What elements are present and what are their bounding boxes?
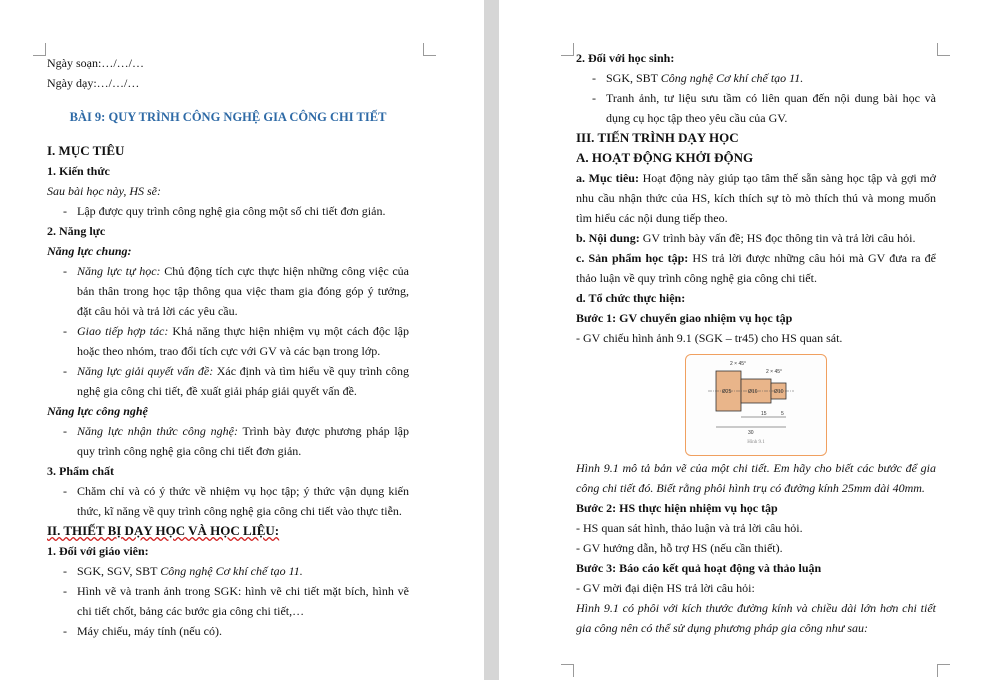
- teacher-item-images: - Hình vẽ và tranh ảnh trong SGK: hình vẽ chi tiết mặt bích, hình vẽ chi tiết chốt, bảng các bước gia công chi tiết,…: [47, 581, 409, 621]
- student-books-prefix: SGK, SBT: [606, 71, 661, 85]
- problem-solving-item: [47, 361, 409, 401]
- step3-line-1: - GV mời đại diện HS trả lời câu hỏi:: [576, 581, 755, 595]
- organization-label: d. Tổ chức thực hiện:: [576, 291, 686, 305]
- content-paragraph: [576, 228, 936, 248]
- tech-cognition-text: Trình bày được phương pháp lập quy trình công nghệ gia công chi tiết đơn giản.: [77, 424, 410, 458]
- content-label: b. Nội dung:: [576, 231, 640, 245]
- step2-line-1: - HS quan sát hình, thảo luận và trả lời câu hỏi.: [576, 521, 803, 535]
- step3-answer: Hình 9.1 có phôi với kích thước đường kính và chiều dài lớn hơn chi tiết gia công nên có thể sử dụng phương pháp gia công như sau:: [576, 601, 936, 635]
- dim-chamfer-right: 2 × 45°: [766, 369, 783, 375]
- tech-cognition-item: [47, 421, 409, 461]
- teacher-item-devices: - Máy chiếu, máy tính (nếu có).: [47, 621, 409, 641]
- knowledge-item: - Lập được quy trình công nghệ gia công một số chi tiết đơn giản.: [47, 201, 409, 221]
- product-paragraph: [576, 248, 936, 288]
- dim-diameter-2: Ø16: [748, 389, 758, 395]
- subheading-competency: 2. Năng lực: [47, 224, 106, 238]
- document-page-right: [499, 0, 1001, 680]
- problem-solving-label: Năng lực giải quyết vấn đề:: [77, 364, 214, 378]
- section-heading-objectives: I. MỤC TIÊU: [47, 143, 125, 158]
- subheading-qualities: 3. Phẩm chất: [47, 464, 114, 478]
- quality-item: - Chăm chỉ và có ý thức về nhiệm vụ học tập; ý thức vận dụng kiến thức, kĩ năng về quy trình công nghệ gia công chi tiết vào thực tiễn.: [47, 481, 409, 521]
- self-study-text: Chủ động tích cực thực hiện những công việc của bản thân trong học tập thông qua việc tham gia đóng góp ý tưởng, đặt câu hỏi và trả lời các yêu cầu.: [77, 264, 409, 318]
- communication-text: Khả năng thực hiện nhiệm vụ một cách độc lập hoặc theo nhóm, trao đổi tích cực với GV và các bạn trong lớp.: [77, 324, 409, 358]
- figure-caption: Hình 9.1: [747, 440, 765, 445]
- dim-diameter-3: Ø10: [774, 389, 784, 395]
- tech-cognition-label: Năng lực nhận thức công nghệ:: [77, 424, 238, 438]
- figure-9-1-drawing: [685, 354, 827, 456]
- student-item-materials: - Tranh ảnh, tư liệu sưu tầm có liên quan đến nội dung bài học và dụng cụ học tập theo yêu cầu của GV.: [576, 88, 936, 128]
- student-book-title: Công nghệ Cơ khí chế tạo 11.: [660, 71, 804, 85]
- student-heading: 2. Đối với học sinh:: [576, 51, 675, 65]
- product-text: HS trả lời được những câu hỏi mà GV đưa ra để thảo luận về quy trình công nghệ gia công chi tiết.: [576, 251, 936, 285]
- teacher-item-books: [47, 561, 409, 581]
- communication-label: Giao tiếp hợp tác:: [77, 324, 169, 338]
- crop-mark: [423, 43, 436, 56]
- step1-heading: Bước 1: GV chuyển giao nhiệm vụ học tập: [576, 311, 793, 325]
- document-page-left: [0, 0, 484, 680]
- after-lesson-text: Sau bài học này, HS sẽ:: [47, 184, 161, 198]
- teacher-books-prefix: SGK, SGV, SBT: [77, 564, 161, 578]
- product-label: c. Sản phẩm học tập:: [576, 251, 689, 265]
- dim-chamfer-left: 2 × 45°: [730, 361, 747, 367]
- date-teach: Ngày dạy:…/…/…: [47, 76, 140, 90]
- section-heading-warmup: A. HOẠT ĐỘNG KHỞI ĐỘNG: [576, 150, 754, 165]
- self-study-item: [47, 261, 409, 321]
- content-text: GV trình bày vấn đề; HS đọc thông tin và trả lời câu hỏi.: [639, 231, 916, 245]
- communication-item: [47, 321, 409, 361]
- step1-text: - GV chiếu hình ảnh 9.1 (SGK – tr45) cho HS quan sát.: [576, 331, 843, 345]
- crop-mark: [33, 43, 46, 56]
- tech-competency-label: Năng lực công nghệ: [47, 404, 148, 418]
- dim-length-step: 15: [761, 411, 767, 417]
- lesson-title: BÀI 9: QUY TRÌNH CÔNG NGHỆ GIA CÔNG CHI TIẾT: [69, 110, 387, 124]
- crop-mark: [937, 664, 950, 677]
- equipment-heading-text: II. THIẾT BỊ DẠY HỌC VÀ HỌC LIỆU:: [47, 523, 280, 538]
- step2-heading: Bước 2: HS thực hiện nhiệm vụ học tập: [576, 501, 778, 515]
- figure-description: Hình 9.1 mô tả bản vẽ của một chi tiết. Em hãy cho biết các bước để gia công chi tiết đó. Biết rằng phôi hình trụ có đường kính 25mm dài 40mm.: [576, 461, 936, 495]
- section-heading-equipment: [47, 521, 409, 541]
- problem-solving-text: Xác định và tìm hiểu về quy trình công nghệ gia công chi tiết, đề xuất giải pháp giải quyết vấn đề.: [77, 364, 409, 398]
- dim-diameter-1: Ø25: [722, 389, 732, 395]
- student-item-books: [576, 68, 936, 88]
- teacher-heading: 1. Đối với giáo viên:: [47, 544, 149, 558]
- goal-label: a. Mục tiêu:: [576, 171, 639, 185]
- date-prepare: Ngày soạn:…/…/…: [47, 56, 144, 70]
- left-page-body: [47, 53, 409, 641]
- crop-mark: [561, 664, 574, 677]
- dim-length-end: 5: [781, 411, 784, 417]
- step2-line-2: - GV hướng dẫn, hỗ trợ HS (nếu cần thiết).: [576, 541, 783, 555]
- dim-length-total: 30: [748, 430, 754, 436]
- step3-heading: Bước 3: Báo cáo kết quả hoạt động và thảo luận: [576, 561, 822, 575]
- goal-text: Hoạt động này giúp tạo tâm thế sẵn sàng học tập và gợi mở nhu cầu nhận thức của HS, kích thích sự tò mò thích thú và mong muốn tìm hiểu các nội dung tiếp theo.: [576, 171, 936, 225]
- right-page-body: [576, 48, 936, 638]
- teacher-book-title: Công nghệ Cơ khí chế tạo 11.: [160, 564, 303, 578]
- general-competency-label: Năng lực chung:: [47, 244, 132, 258]
- self-study-label: Năng lực tự học:: [77, 264, 161, 278]
- crop-mark: [937, 43, 950, 56]
- subheading-knowledge: 1. Kiến thức: [47, 164, 110, 178]
- crop-mark: [561, 43, 574, 56]
- section-heading-process: III. TIẾN TRÌNH DẠY HỌC: [576, 130, 739, 145]
- goal-paragraph: [576, 168, 936, 228]
